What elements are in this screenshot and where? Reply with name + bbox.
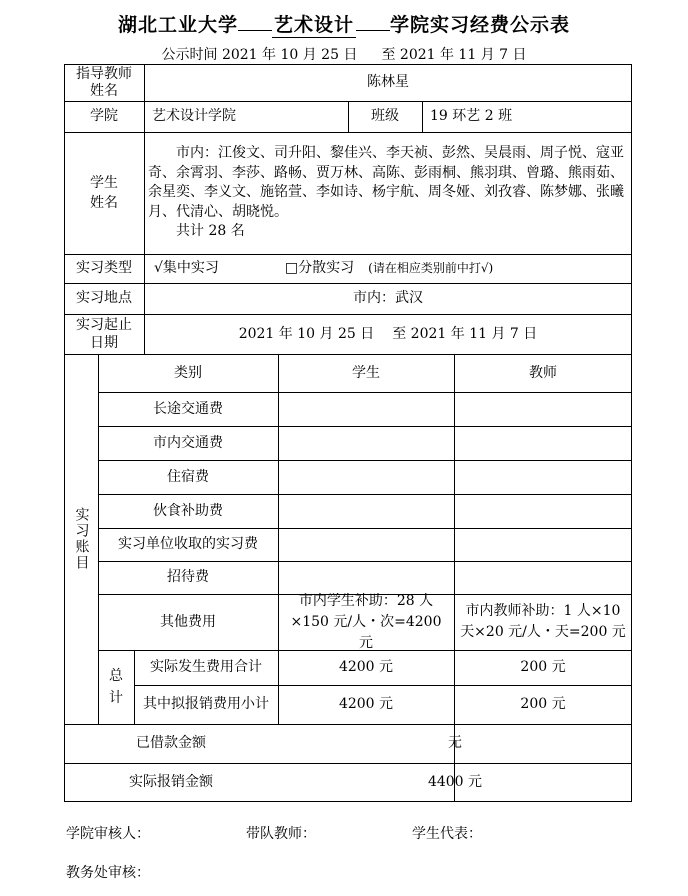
lead-teacher-label: 带队教师： xyxy=(246,826,316,842)
period-sep: 至 xyxy=(392,325,407,342)
header-teacher: 教师 xyxy=(529,364,557,381)
row-category: 伙食补助费 xyxy=(153,502,223,519)
title-blank-right xyxy=(356,14,390,31)
reimburse-teacher: 200 元 xyxy=(520,696,566,712)
other-teacher: 市内教师补助：1 人×10 天×20 元/人・天=200 元 xyxy=(460,603,626,640)
actual-teacher: 200 元 xyxy=(520,659,566,675)
publish-end: 2021 年 11 月 7 日 xyxy=(399,47,527,63)
title-blank-left xyxy=(238,14,272,31)
actual-label: 实际发生费用合计 xyxy=(150,659,262,675)
title-prefix: 湖北工业大学 xyxy=(117,14,238,36)
publish-start: 2021 年 10 月 25 日 xyxy=(221,47,358,63)
period-value xyxy=(144,314,632,354)
college-value: 艺术设计学院 xyxy=(152,108,236,124)
row-teacher xyxy=(454,460,632,494)
other-student: 市内学生补助：28 人×150 元/人・次=4200 元 xyxy=(290,592,442,651)
row-teacher xyxy=(454,494,632,528)
location-value: 市内：武汉 xyxy=(353,290,423,306)
students-prefix: 市内： xyxy=(176,145,218,161)
teacher-label: 指导教师姓名 xyxy=(76,65,132,99)
publish-sep: 至 xyxy=(381,47,396,63)
actual-student: 4200 元 xyxy=(338,659,394,675)
college-label: 学院 xyxy=(90,108,118,124)
students-names xyxy=(148,144,628,242)
type-label: 实习类型 xyxy=(76,260,132,276)
academic-reviewer-label: 教务处审核： xyxy=(66,865,150,881)
college-reviewer-label: 学院审核人： xyxy=(66,826,150,842)
teacher-name: 陈林星 xyxy=(367,74,409,90)
actual-reimb-label: 实际报销金额 xyxy=(129,774,213,790)
expense-table xyxy=(64,64,632,802)
form-title xyxy=(0,10,688,38)
row-teacher xyxy=(454,426,632,460)
period-start: 2021 年 10 月 25 日 xyxy=(238,325,375,342)
header-category: 类别 xyxy=(174,364,202,381)
row-student xyxy=(278,392,454,426)
type-options xyxy=(144,254,632,283)
type-option-dispersed: □分散实习 xyxy=(284,260,355,276)
total-label: 总计 xyxy=(109,668,123,706)
row-category: 长途交通费 xyxy=(153,400,223,417)
title-suffix: 学院实习经费公示表 xyxy=(390,14,571,36)
type-option-centralized: √集中实习 xyxy=(154,260,219,276)
borrowed-label: 已借款金额 xyxy=(136,735,206,751)
location-label: 实习地点 xyxy=(76,290,132,306)
other-label: 其他费用 xyxy=(160,613,216,630)
borrowed-value: 无 xyxy=(448,735,462,751)
student-rep-label: 学生代表： xyxy=(412,826,482,842)
row-teacher xyxy=(454,528,632,561)
period-label: 实习起止日期 xyxy=(76,317,132,351)
actual-reimb-value: 4400 元 xyxy=(427,774,483,790)
class-value: 19 环艺 2 班 xyxy=(430,108,513,124)
row-student xyxy=(278,426,454,460)
period-end: 2021 年 11 月 7 日 xyxy=(410,325,538,342)
title-department: 艺术设计 xyxy=(272,10,356,38)
students-count: 共计 28 名 xyxy=(176,223,245,239)
reimburse-student: 4200 元 xyxy=(338,696,394,712)
row-teacher xyxy=(454,561,632,594)
class-label: 班级 xyxy=(371,108,399,124)
type-note: (请在相应类别前中打√) xyxy=(368,261,494,275)
publish-time xyxy=(0,44,688,64)
row-student xyxy=(278,528,454,561)
row-student xyxy=(278,561,454,594)
row-teacher xyxy=(454,392,632,426)
row-student xyxy=(278,460,454,494)
row-student xyxy=(278,494,454,528)
row-category: 招待费 xyxy=(167,569,209,585)
students-label: 学生姓名 xyxy=(90,175,118,211)
row-category: 住宿费 xyxy=(167,468,209,485)
students-list: 江俊文、司升阳、黎佳兴、李天祯、彭然、吴晨雨、周子悦、寇亚奇、余霄羽、李莎、路畅、贾万林、高陈、彭雨桐、熊羽琪、曾璐、熊雨茹、余星奕、李义文、施铭萱、李如诗、杨宇航、周冬娅、刘孜睿、陈梦娜、张曦月、代清心、胡晓悦。 xyxy=(148,145,624,220)
row-category: 市内交通费 xyxy=(153,434,223,451)
reimburse-label: 其中拟报销费用小计 xyxy=(143,696,269,712)
publish-label: 公示时间 xyxy=(161,47,218,63)
accounts-section-label: 实习账目 xyxy=(73,507,90,571)
header-student: 学生 xyxy=(352,364,380,381)
row-category: 实习单位收取的实习费 xyxy=(118,536,258,552)
